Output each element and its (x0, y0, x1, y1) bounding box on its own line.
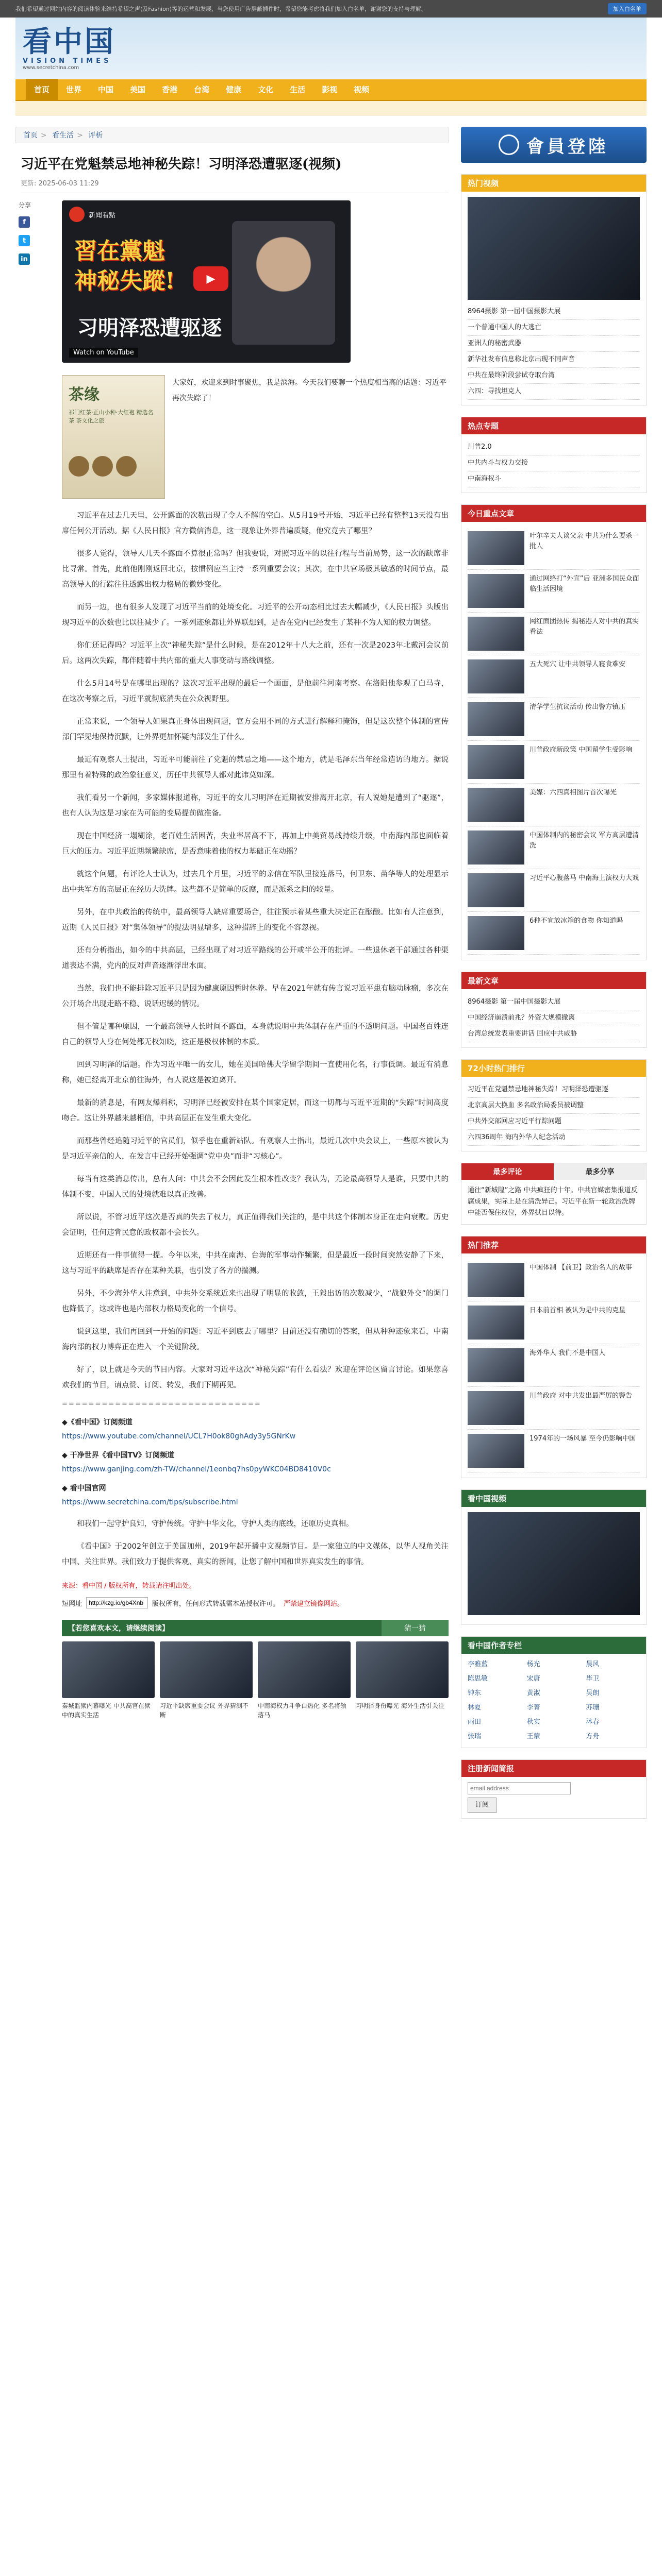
link-heading: ◆《看中国》订阅频道 (62, 1418, 133, 1427)
list-item[interactable]: 8964摄影 第一届中国摄影大展 (468, 994, 640, 1010)
paragraph: 习近平在过去几天里，公开露面的次数出现了令人不解的空白。从5月19号开始，习近平已经有整整13天没有出席任何公开活动。据《人民日报》官方微信消息，这一现象让外界普遍质疑，他究竟去了哪里？ (62, 512, 449, 535)
linkedin-icon[interactable]: in (19, 253, 30, 265)
member-login-label: 會員登陸 (526, 136, 609, 157)
author-link[interactable]: 张瑞 (468, 1733, 482, 1740)
thumbnail (468, 574, 524, 608)
newsletter-widget (461, 1759, 647, 1819)
author-link[interactable]: 苏珊 (586, 1704, 600, 1711)
most-commented-widget (461, 1163, 647, 1225)
related-header (62, 1620, 449, 1636)
adblock-notice (0, 0, 662, 18)
paragraph: 另外，不少海外华人注意到，中共外交系统近来也出现了明显的收敛，王毅出访的次数减少，“战狼外交”的调门也降低了，这或许也是内部权力格局变化的一个信号。 (62, 1290, 449, 1313)
widget-body (461, 434, 646, 493)
list-item[interactable]: 中共内斗与权力交接 (468, 455, 640, 471)
article-paragraphs (62, 508, 449, 1393)
article-area (15, 200, 449, 1720)
list-item[interactable] (468, 655, 640, 698)
video-thumbnail[interactable] (468, 1512, 640, 1615)
paragraph: 什么5月14号是在哪里出现的？这次习近平出现的最后一个画面，是他前往河南考察。在洛阳他参观了白马寺，在这次考察之后，习近平就彻底消失在公众视野里。 (62, 680, 449, 703)
list-item[interactable] (468, 784, 640, 826)
thumbnail (468, 617, 524, 651)
logo-english: VISION TIMES (23, 57, 112, 65)
site-logo[interactable] (23, 26, 115, 71)
widget-title: 72小时热门排行 (461, 1060, 646, 1077)
hot-video-widget (461, 174, 647, 405)
widget-title: 看中国作者专栏 (461, 1637, 646, 1654)
video-channel (69, 207, 115, 222)
widget-title: 最新文章 (461, 972, 646, 989)
list-item[interactable] (468, 826, 640, 869)
list-item[interactable]: 中共外交部回应习近平行踪问题 (468, 1114, 640, 1130)
ganjing-channel-link[interactable]: https://www.ganjing.com/zh-TW/channel/1eonbq7hs0pyWKC04BD8410V0c (62, 1465, 331, 1473)
widget-title: 注册新闻简报 (461, 1760, 646, 1777)
list-item[interactable]: 中国经济崩溃前兆？外资大规模撤离 (468, 1010, 640, 1026)
whitelist-button[interactable]: 加入白名单 (608, 3, 647, 14)
channel-name: 新聞看點 (89, 211, 116, 219)
widget-body (461, 192, 646, 405)
nav-item-health[interactable]: 健康 (226, 85, 242, 94)
list-item[interactable]: 台湾总统发表重要讲话 回应中共威胁 (468, 1026, 640, 1042)
author-link[interactable]: 宋唐 (526, 1675, 540, 1683)
thumbnail (468, 1434, 524, 1468)
youtube-channel-link[interactable]: https://www.youtube.com/channel/UCL7H0ok80ghAdy3y5GNrKw (62, 1432, 296, 1440)
list-item-title: 网红面团热传 揭秘港人对中共的真实看法 (529, 618, 639, 636)
paragraph: 《看中国》于2002年创立于美国加州，2019年起开播中文视频节目。是一家独立的中文媒体，以华人视角关注中国、关注世界。我们致力于提供客观、真实的新闻，让您了解中国和世界真实发生的事情。 (62, 1543, 449, 1566)
thumbnail (468, 745, 524, 779)
author-link[interactable]: 黄淑 (526, 1689, 540, 1697)
list-item-title: 清华学生抗议活动 传出警方镇压 (529, 703, 626, 711)
youtube-video[interactable] (62, 200, 351, 363)
list-item-title: 习近平心腹落马 中南海上演权力大戏 (529, 874, 639, 882)
list-item[interactable] (468, 698, 640, 741)
list-item[interactable] (468, 1430, 640, 1472)
paragraph: 很多人觉得，领导人几天不露面不算很正常吗？但我要说，对照习近平的以往行程与当前局势，这一次的缺席非比寻常。首先，此前他刚刚返回北京，按惯例应当主持一系列重要会议；其次，在中共官场极其敏感的时间节点，最高领导人的行踪往往透露出权力格局的微妙变化。 (62, 550, 449, 589)
widget-title: 热门推荐 (461, 1236, 646, 1253)
widget-body (461, 522, 646, 960)
related-card[interactable] (62, 1641, 155, 1720)
widget-body (461, 1077, 646, 1151)
article-title: 习近平在党魁禁忌地神秘失踪！习明泽恐遭驱逐(视频) (21, 157, 342, 172)
permalink-input[interactable] (86, 1597, 148, 1608)
list-item-title: 通过网络打“外宣”后 亚洲多国民众面临生活困境 (529, 575, 639, 593)
website-link[interactable]: https://www.secretchina.com/tips/subscribe.html (62, 1498, 238, 1506)
paragraph: 和我们一起守护良知，守护传统。守护中华文化，守护人类的底线，还原历史真相。 (77, 1520, 354, 1528)
video-caption-line1: 習在黨魁 (74, 238, 165, 264)
related-thumbnail (356, 1641, 449, 1698)
paragraph: 最近有观察人士提出，习近平可能前往了党魁的禁忌之地——这个地方，就是毛泽东当年经常造访的地方。据说那里有着特殊的政治象征意义，历任中共领导人都对此讳莫如深。 (62, 756, 449, 779)
widget-title: 今日重点文章 (461, 505, 646, 522)
widget-body (461, 1253, 646, 1478)
related-thumbnail (62, 1641, 155, 1698)
related-thumbnail (258, 1641, 351, 1698)
related-card[interactable] (258, 1641, 351, 1720)
widget-body (461, 1507, 646, 1624)
list-item-title: 1974年的一场风暴 至今仍影响中国 (529, 1435, 636, 1443)
list-item-title: 中国体制内的秘密会议 军方高层遭清洗 (529, 832, 639, 850)
closing-paragraphs (62, 1516, 449, 1570)
author-link[interactable]: 李雅蓝 (468, 1660, 488, 1668)
site-header (15, 18, 647, 79)
list-item[interactable]: 六四36周年 海内外华人纪念活动 (468, 1130, 640, 1146)
related-articles (62, 1620, 449, 1720)
content-column (15, 127, 449, 1819)
list-item[interactable]: 8964摄影 第一届中国摄影大展 (468, 304, 640, 320)
tab-bar (461, 1163, 646, 1180)
list-item[interactable]: 中共在最终阶段尝试夺取台湾 (468, 368, 640, 384)
list-item[interactable] (468, 741, 640, 784)
list-item[interactable] (468, 912, 640, 955)
list-item-title: 6种不宜放冰箱的食物 你知道吗 (529, 917, 623, 925)
section-divider: ============================== (62, 1400, 261, 1408)
widget-title: 看中国视频 (461, 1490, 646, 1507)
latest-widget (461, 972, 647, 1048)
tea-cups (69, 456, 158, 477)
thumbnail (468, 1391, 524, 1425)
paragraph: 所以说，不管习近平这次是否真的失去了权力，真正值得我们关注的，是中共这个体制本身正在走向衰败。历史会证明，任何违背民意的政权都不会长久。 (62, 1213, 449, 1237)
list-item-title: 川普政府 对中共发出最严厉的警告 (529, 1392, 633, 1400)
permalink-note: 版权所有，任何形式转载需本站授权许可。 (152, 1600, 280, 1608)
tab-most-shares[interactable]: 最多分享 (554, 1163, 646, 1180)
breadcrumb-home[interactable]: 首页 (23, 131, 38, 140)
paragraph: 当然，我们也不能排除习近平只是因为健康原因暂时休养。早在2021年就有传言说习近平患有脑动脉瘤，多次在公开场合出现走路不稳、说话迟缓的情况。 (62, 985, 449, 1008)
logo-url: www.secretchina.com (23, 65, 79, 71)
related-card[interactable] (160, 1641, 253, 1720)
subscribe-button[interactable]: 订阅 (468, 1798, 496, 1813)
main-layout (15, 127, 647, 1819)
paragraph: 说到这里，我们再回到一开始的问题：习近平到底去了哪里？目前还没有确切的答案，但从种种迹象来看，中南海内部的权力博弈正在进入一个关键阶段。 (62, 1328, 449, 1351)
source-note: 来源：看中国 / 版权所有，转载请注明出处。 (62, 1582, 196, 1590)
article-intro: 大家好，欢迎来到时事聚焦，我是滨海。今天我们要聊一个热度相当高的话题：习近平再次失踪了！ (172, 379, 446, 402)
nav-item-world[interactable]: 世界 (66, 85, 82, 94)
related-card-title: 习明泽身份曝光 海外生活引关注 (356, 1702, 444, 1709)
paragraph: 你们还记得吗？习近平上次“神秘失踪”是什么时候，是在2012年十八大之前，还有一次是2023年北戴河会议前后。这两次失踪，都伴随着中共内部的重大人事变动与路线调整。 (62, 641, 449, 665)
hot-pics-widget (461, 1236, 647, 1478)
author-link[interactable]: 林夏 (468, 1704, 482, 1711)
author-link[interactable]: 钟东 (468, 1689, 482, 1697)
list-item[interactable]: 新华社发布信息称北京出现不同声音 (468, 352, 640, 368)
list-item[interactable]: 中南海权斗 (468, 471, 640, 487)
thumbnail (468, 531, 524, 565)
promo-block (62, 375, 449, 499)
breadcrumb-commentary[interactable]: 评析 (88, 131, 103, 140)
paragraph: 而那些曾经追随习近平的官员们，似乎也在重新站队。有观察人士指出，最近几次中央会议上，一些原本被认为是习近平亲信的人，在发言中已经开始强调“党中央”而非“习核心”。 (62, 1137, 449, 1161)
widget-body (461, 1180, 646, 1224)
nav-item-film[interactable]: 影视 (322, 85, 338, 94)
tea-cup-icon (116, 456, 137, 477)
paragraph: 而另一边，也有很多人发现了习近平当前的处境变化。习近平的公开动态相比过去大幅减少，《人民日报》头版出现习近平的次数也比以往减少了。一系列迹象都让外界联想到，是否在党内已经发生了某种不为人知的权力调整。 (62, 603, 449, 627)
thumbnail (468, 788, 524, 822)
list-item-title: 海外华人 我们不是中国人 (529, 1349, 606, 1357)
tea-ad-name: 茶缘 (69, 386, 100, 404)
link-heading: ◆ 看中国官网 (62, 1484, 106, 1493)
twitter-icon[interactable]: t (19, 235, 30, 246)
video-caption-line2: 神秘失蹤! (74, 268, 175, 294)
topic-widget (461, 417, 647, 493)
paragraph: 正常来说，一个领导人如果真正身体出现问题，官方会用不同的方式进行解释和掩饰，但是这次整个体制的宣传部门罕见地保持沉默，让外界更加怀疑内部发生了什么。 (62, 718, 449, 741)
breadcrumb: 首页 > 看生活 > 评析 (15, 127, 449, 143)
list-item[interactable] (468, 1301, 640, 1344)
video-widget (461, 1489, 647, 1625)
list-item[interactable] (468, 1344, 640, 1387)
tab-content: 通往“新城隍”之路 中共疯狂的十年。中共官媒密集报道反腐成果，实际上是在清洗异己。习近平在新一轮政治洗牌中能否保住权位，外界拭目以待。 (468, 1187, 638, 1217)
nav-item-culture[interactable]: 文化 (258, 85, 274, 94)
adblock-notice-text: 我们希望通过网站内容的阅读体验来维持希望之声(及Fashion)等的运营和发展，当您使用广告屏蔽插件时，希望您能考虑将我们加入白名单，谢谢您的支持与理解。 (15, 6, 427, 12)
play-icon[interactable]: ▶ (193, 266, 228, 291)
article-date: 更新: 2025-06-03 11:29 (21, 178, 449, 193)
user-icon (499, 134, 519, 155)
thumbnail (468, 831, 524, 865)
list-item-title: 美媒：六四真相图片首次曝光 (529, 789, 617, 796)
thumbnail (468, 702, 524, 736)
widget-title: 热门视频 (461, 175, 646, 192)
sidebar (461, 127, 647, 1819)
paragraph: 最新的消息是，有网友爆料称，习明泽已经被安排在某个国家定居，而这一切都与习近平近期的“失踪”时间高度吻合。这让外界越来越相信，中共高层正在发生重大变化。 (62, 1099, 449, 1123)
permalink-row (62, 1597, 449, 1608)
tea-cup-icon (69, 456, 89, 477)
paragraph: 每当有这类消息传出，总有人问：中共会不会因此发生根本性改变？我认为，无论最高领导人是谁，只要中共的体制不变，中国人民的处境就难以真正改善。 (62, 1175, 449, 1199)
related-card-title: 秦城监狱内幕曝光 中共高官在狱中的真实生活 (62, 1702, 151, 1719)
list-item[interactable] (468, 570, 640, 613)
widget-body (461, 1777, 646, 1818)
page-wrapper (15, 18, 647, 1819)
logo-chinese: 看中国 (23, 25, 115, 59)
video-caption-line3: 习明泽恐遭驱逐 (77, 316, 222, 340)
member-login-button[interactable] (461, 127, 647, 163)
list-item[interactable]: 亚洲人的秘密武器 (468, 336, 640, 352)
nav-item-life[interactable]: 生活 (290, 85, 306, 94)
permalink-warning: 严禁建立镜像网站。 (284, 1600, 344, 1608)
paragraph: 好了，以上就是今天的节目内容。大家对习近平这次“神秘失踪”有什么看法？欢迎在评论区留言讨论。如果您喜欢我们的节目，请点赞、订阅、转发，我们下期再见。 (62, 1366, 449, 1389)
thumbnail (468, 1306, 524, 1340)
authors-widget (461, 1636, 647, 1748)
main-nav (15, 79, 647, 101)
thumbnail (468, 659, 524, 693)
widget-title: 热点专题 (461, 417, 646, 434)
nav-item-taiwan[interactable]: 台湾 (194, 85, 210, 94)
thumbnail (468, 916, 524, 950)
widget-body (461, 989, 646, 1047)
related-guess-title: 猜一猜 (382, 1620, 449, 1636)
list-item[interactable]: 北京高层大换血 多名政治局委员被调整 (468, 1098, 640, 1114)
paragraph: 就这个问题，有评论人士认为，过去几个月里，习近平的亲信在军队里接连落马，何卫东、苗华等人的处理显示出中共军方的高层正在经历大洗牌。这些都不是简单的反腐，而是派系之间的较量。 (62, 870, 449, 894)
tea-advertisement[interactable] (62, 375, 165, 499)
list-item[interactable]: 一个普通中国人的大逃亡 (468, 320, 640, 336)
channel-avatar (69, 207, 85, 222)
author-link[interactable]: 晨风 (586, 1660, 600, 1668)
today-widget (461, 504, 647, 960)
author-link[interactable]: 毕卫 (586, 1675, 600, 1683)
author-link[interactable]: 方舟 (586, 1733, 600, 1740)
list-item[interactable] (468, 613, 640, 655)
paragraph: 还有分析指出，如今的中共高层，已经出现了对习近平路线的公开或半公开的批评。一些退休老干部通过各种渠道表达不满，党内的反对声音逐渐浮出水面。 (62, 946, 449, 970)
related-card-title: 习近平缺席重要会议 外界猜测不断 (160, 1702, 249, 1719)
related-thumbnail (160, 1641, 253, 1698)
author-link[interactable]: 李菁 (526, 1704, 540, 1711)
author-link[interactable]: 杨光 (526, 1660, 540, 1668)
email-field[interactable] (468, 1782, 571, 1794)
tab-most-comments[interactable]: 最多评论 (461, 1163, 554, 1180)
watch-on-youtube-link[interactable]: Watch on YouTube (69, 348, 138, 358)
nav-item-video[interactable]: 视频 (354, 85, 370, 94)
list-item-title: 五大死穴 让中共领导人寝食难安 (529, 660, 626, 668)
paragraph: 另外，在中共政治的传统中，最高领导人缺席重要场合，往往预示着某些重大决定正在酝酿。比如有人注意到，近期《人民日报》对“集体领导”的提法明显增多，这种措辞上的变化不容忽视。 (62, 908, 449, 932)
author-link[interactable]: 雨田 (468, 1718, 482, 1726)
tea-cup-icon (92, 456, 113, 477)
list-item-title: 川普政府新政策 中国留学生受影响 (529, 746, 633, 754)
related-card-title: 中南海权力斗争白热化 多名将领落马 (258, 1702, 346, 1719)
list-item-title: 日本前首相 被认为是中共的克星 (529, 1307, 626, 1314)
author-link[interactable]: 吴朗 (586, 1689, 600, 1697)
sub-nav (15, 101, 647, 115)
authors-grid (461, 1654, 646, 1748)
list-item[interactable] (468, 1259, 640, 1301)
breadcrumb-life[interactable]: 看生活 (52, 131, 74, 140)
list-item[interactable] (468, 527, 640, 570)
video-portrait (232, 221, 335, 345)
thumbnail (468, 1263, 524, 1297)
list-item[interactable] (468, 1387, 640, 1430)
list-item[interactable]: 川普2.0 (468, 439, 640, 455)
nav-item-usa[interactable]: 美国 (130, 85, 146, 94)
paragraph: 我们看另一个新闻，多家媒体报道称，习近平的女儿习明泽在近期被安排离开北京，有人说她是遭到了“驱逐”，也有人认为这是习家在为可能的变局提前做准备。 (62, 794, 449, 818)
author-link[interactable]: 王蒙 (526, 1733, 540, 1740)
related-grid (62, 1641, 449, 1720)
related-title: 【若您喜欢本文，请继续阅读】 (62, 1620, 382, 1636)
share-bar (15, 200, 52, 1720)
list-item-title: 叶尔辛夫人谈父亲 中共为什么要杀一批人 (529, 532, 639, 550)
nav-item-hongkong[interactable]: 香港 (162, 85, 178, 94)
list-item[interactable]: 六四：寻找坦克人 (468, 384, 640, 400)
paragraph: 回到习明泽的话题。作为习近平唯一的女儿，她在美国哈佛大学留学期间一直使用化名，行事低调。最近有消息称，她已经离开北京前往海外，有人说这是被迫离开。 (62, 1061, 449, 1084)
permalink-label: 短网址 (62, 1600, 82, 1608)
article-body (62, 200, 449, 1720)
author-link[interactable]: 沐春 (586, 1718, 600, 1726)
list-item[interactable]: 习近平在党魁禁忌地神秘失踪！习明泽恐遭驱逐 (468, 1082, 640, 1098)
paragraph: 现在中国经济一塌糊涂，老百姓生活困苦，失业率居高不下，再加上中美贸易战持续升级，中南海内部也面临着巨大的压力。习近平近期频繁缺席，是否意味着他的权力基础正在动摇？ (62, 832, 449, 856)
paragraph: 近期还有一件事值得一提。今年以来，中共在南海、台海的军事动作频繁，但是最近一段时间突然安静了下来，这与习近平的缺席是否存在某种关联，也引发了各方的揣测。 (62, 1251, 449, 1275)
related-card[interactable] (356, 1641, 449, 1720)
video-thumbnail[interactable] (468, 197, 640, 300)
72h-ranking-widget (461, 1059, 647, 1151)
author-link[interactable]: 秋实 (526, 1718, 540, 1726)
thumbnail (468, 873, 524, 907)
paragraph: 但不管是哪种原因，一个最高领导人长时间不露面，本身就说明中共体制存在严重的不透明问题。中国老百姓连自己的领导人身在何处都无权知晓，这正是极权体制的本质。 (62, 1023, 449, 1046)
nav-item-home[interactable]: 首页 (26, 79, 58, 100)
tea-ad-desc: 祁门红茶·正山小种·大红袍 精选名茶 茶文化之旅 (69, 409, 154, 424)
author-link[interactable]: 陈思敏 (468, 1675, 488, 1683)
thumbnail (468, 1348, 524, 1382)
link-heading: ◆ 干净世界《看中国TV》订阅频道 (62, 1451, 175, 1460)
facebook-icon[interactable]: f (19, 216, 30, 228)
nav-item-china[interactable]: 中国 (98, 85, 114, 94)
list-item[interactable] (468, 869, 640, 912)
share-label: 分享 (19, 201, 31, 209)
list-item-title: 中国体制 【前卫】政治名人的故事 (529, 1264, 633, 1272)
video-caption (74, 236, 175, 296)
